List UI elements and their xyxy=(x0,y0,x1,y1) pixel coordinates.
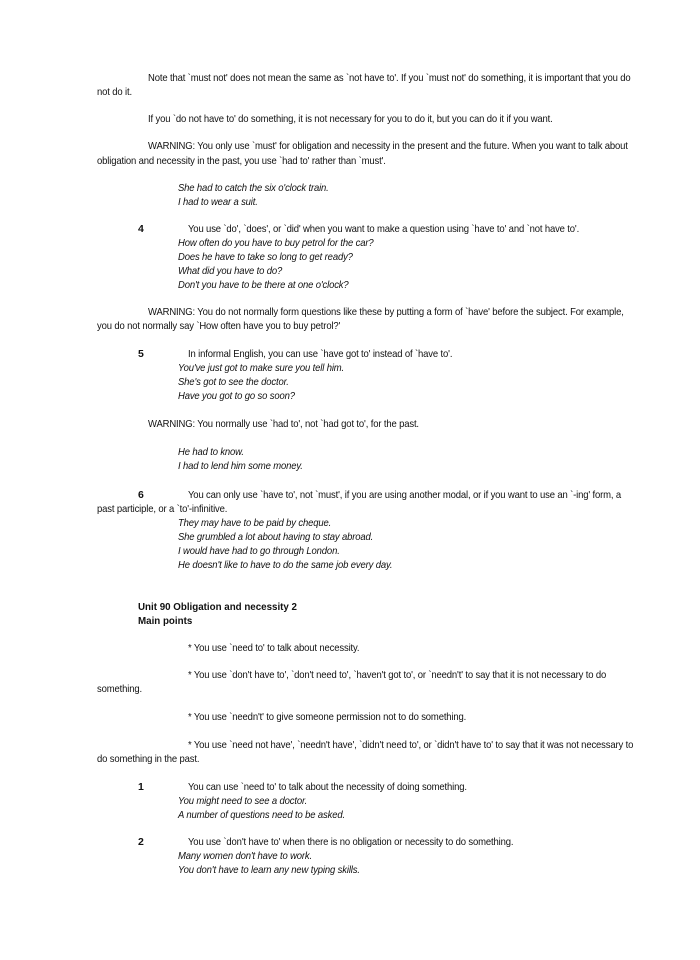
example-sentence: I had to lend him some money. xyxy=(178,461,303,472)
section-6-text-line1: You can only use `have to', not `must', if you are using another modal, or if you want to use an `-ing' form, a xyxy=(188,490,622,501)
example-sentence: A number of questions need to be asked. xyxy=(178,810,345,821)
intro-warning-line2: obligation and necessity in the past, you use `had to' rather than `must'. xyxy=(97,156,386,167)
example-sentence: Don't you have to be there at one o'clock? xyxy=(178,280,349,291)
example-sentence: I would have had to go through London. xyxy=(178,546,340,557)
intro-p2: If you `do not have to' do something, it is not necessary for you to do it, but you can do it if you want. xyxy=(148,114,553,125)
section-5-warning: WARNING: You normally use `had to', not `had got to', for the past. xyxy=(148,419,419,430)
section-number: 4 xyxy=(138,223,144,235)
unit-subtitle: Main points xyxy=(138,615,193,627)
section-6-text-line2: past participle, or a `to'-infinitive. xyxy=(97,504,228,515)
section-number: 2 xyxy=(138,836,144,848)
main-point: * You use `need not have', `needn't have', `didn't need to', or `didn't have to' to say that it was not necessary to xyxy=(188,740,634,751)
section-4-text: You use `do', `does', or `did' when you want to make a question using `have to' and `not have to'. xyxy=(188,224,580,235)
main-point: * You use `needn't' to give someone permission not to do something. xyxy=(188,712,467,723)
section-4-warning-line2: you do not normally say `How often have you to buy petrol?' xyxy=(97,321,341,332)
main-point: * You use `don't have to', `don't need to', `haven't got to', or `needn't' to say that it is not necessary to do xyxy=(188,670,607,681)
section-number: 1 xyxy=(138,781,144,793)
intro-p1-line1: Note that `must not' does not mean the same as `not have to'. If you `must not' do something, it is important that you do xyxy=(148,73,631,84)
example-sentence: She had to catch the six o'clock train. xyxy=(178,183,329,194)
example-sentence: You might need to see a doctor. xyxy=(178,796,308,807)
example-sentence: He doesn't like to have to do the same job every day. xyxy=(178,560,393,571)
main-point-continuation: do something in the past. xyxy=(97,754,200,765)
intro-warning-line1: WARNING: You only use `must' for obligation and necessity in the present and the future. When you want to talk about xyxy=(148,141,628,152)
example-sentence: Have you got to go so soon? xyxy=(178,391,295,402)
section-number: 5 xyxy=(138,348,144,360)
example-sentence: She grumbled a lot about having to stay abroad. xyxy=(178,532,374,543)
intro-p1-line2: not do it. xyxy=(97,87,132,98)
unit-section-1-text: You can use `need to' to talk about the necessity of doing something. xyxy=(188,782,467,793)
example-sentence: You don't have to learn any new typing skills. xyxy=(178,865,360,876)
example-sentence: What did you have to do? xyxy=(178,266,283,277)
section-5-text: In informal English, you can use `have got to' instead of `have to'. xyxy=(188,349,453,360)
example-sentence: Many women don't have to work. xyxy=(178,851,313,862)
example-sentence: Does he have to take so long to get ready? xyxy=(178,252,353,263)
unit-title: Unit 90 Obligation and necessity 2 xyxy=(138,601,298,613)
example-sentence: He had to know. xyxy=(178,447,244,458)
unit-section-2-text: You use `don't have to' when there is no obligation or necessity to do something. xyxy=(188,837,514,848)
example-sentence: You've just got to make sure you tell him. xyxy=(178,363,345,374)
main-point: * You use `need to' to talk about necessity. xyxy=(188,643,360,654)
example-sentence: She's got to see the doctor. xyxy=(178,377,289,388)
main-point-continuation: something. xyxy=(97,684,142,695)
example-sentence: I had to wear a suit. xyxy=(178,197,258,208)
example-sentence: They may have to be paid by cheque. xyxy=(178,518,332,529)
example-sentence: How often do you have to buy petrol for the car? xyxy=(178,238,374,249)
section-number: 6 xyxy=(138,489,144,501)
section-4-warning-line1: WARNING: You do not normally form questions like these by putting a form of `have' before the subject. For example, xyxy=(148,307,624,318)
